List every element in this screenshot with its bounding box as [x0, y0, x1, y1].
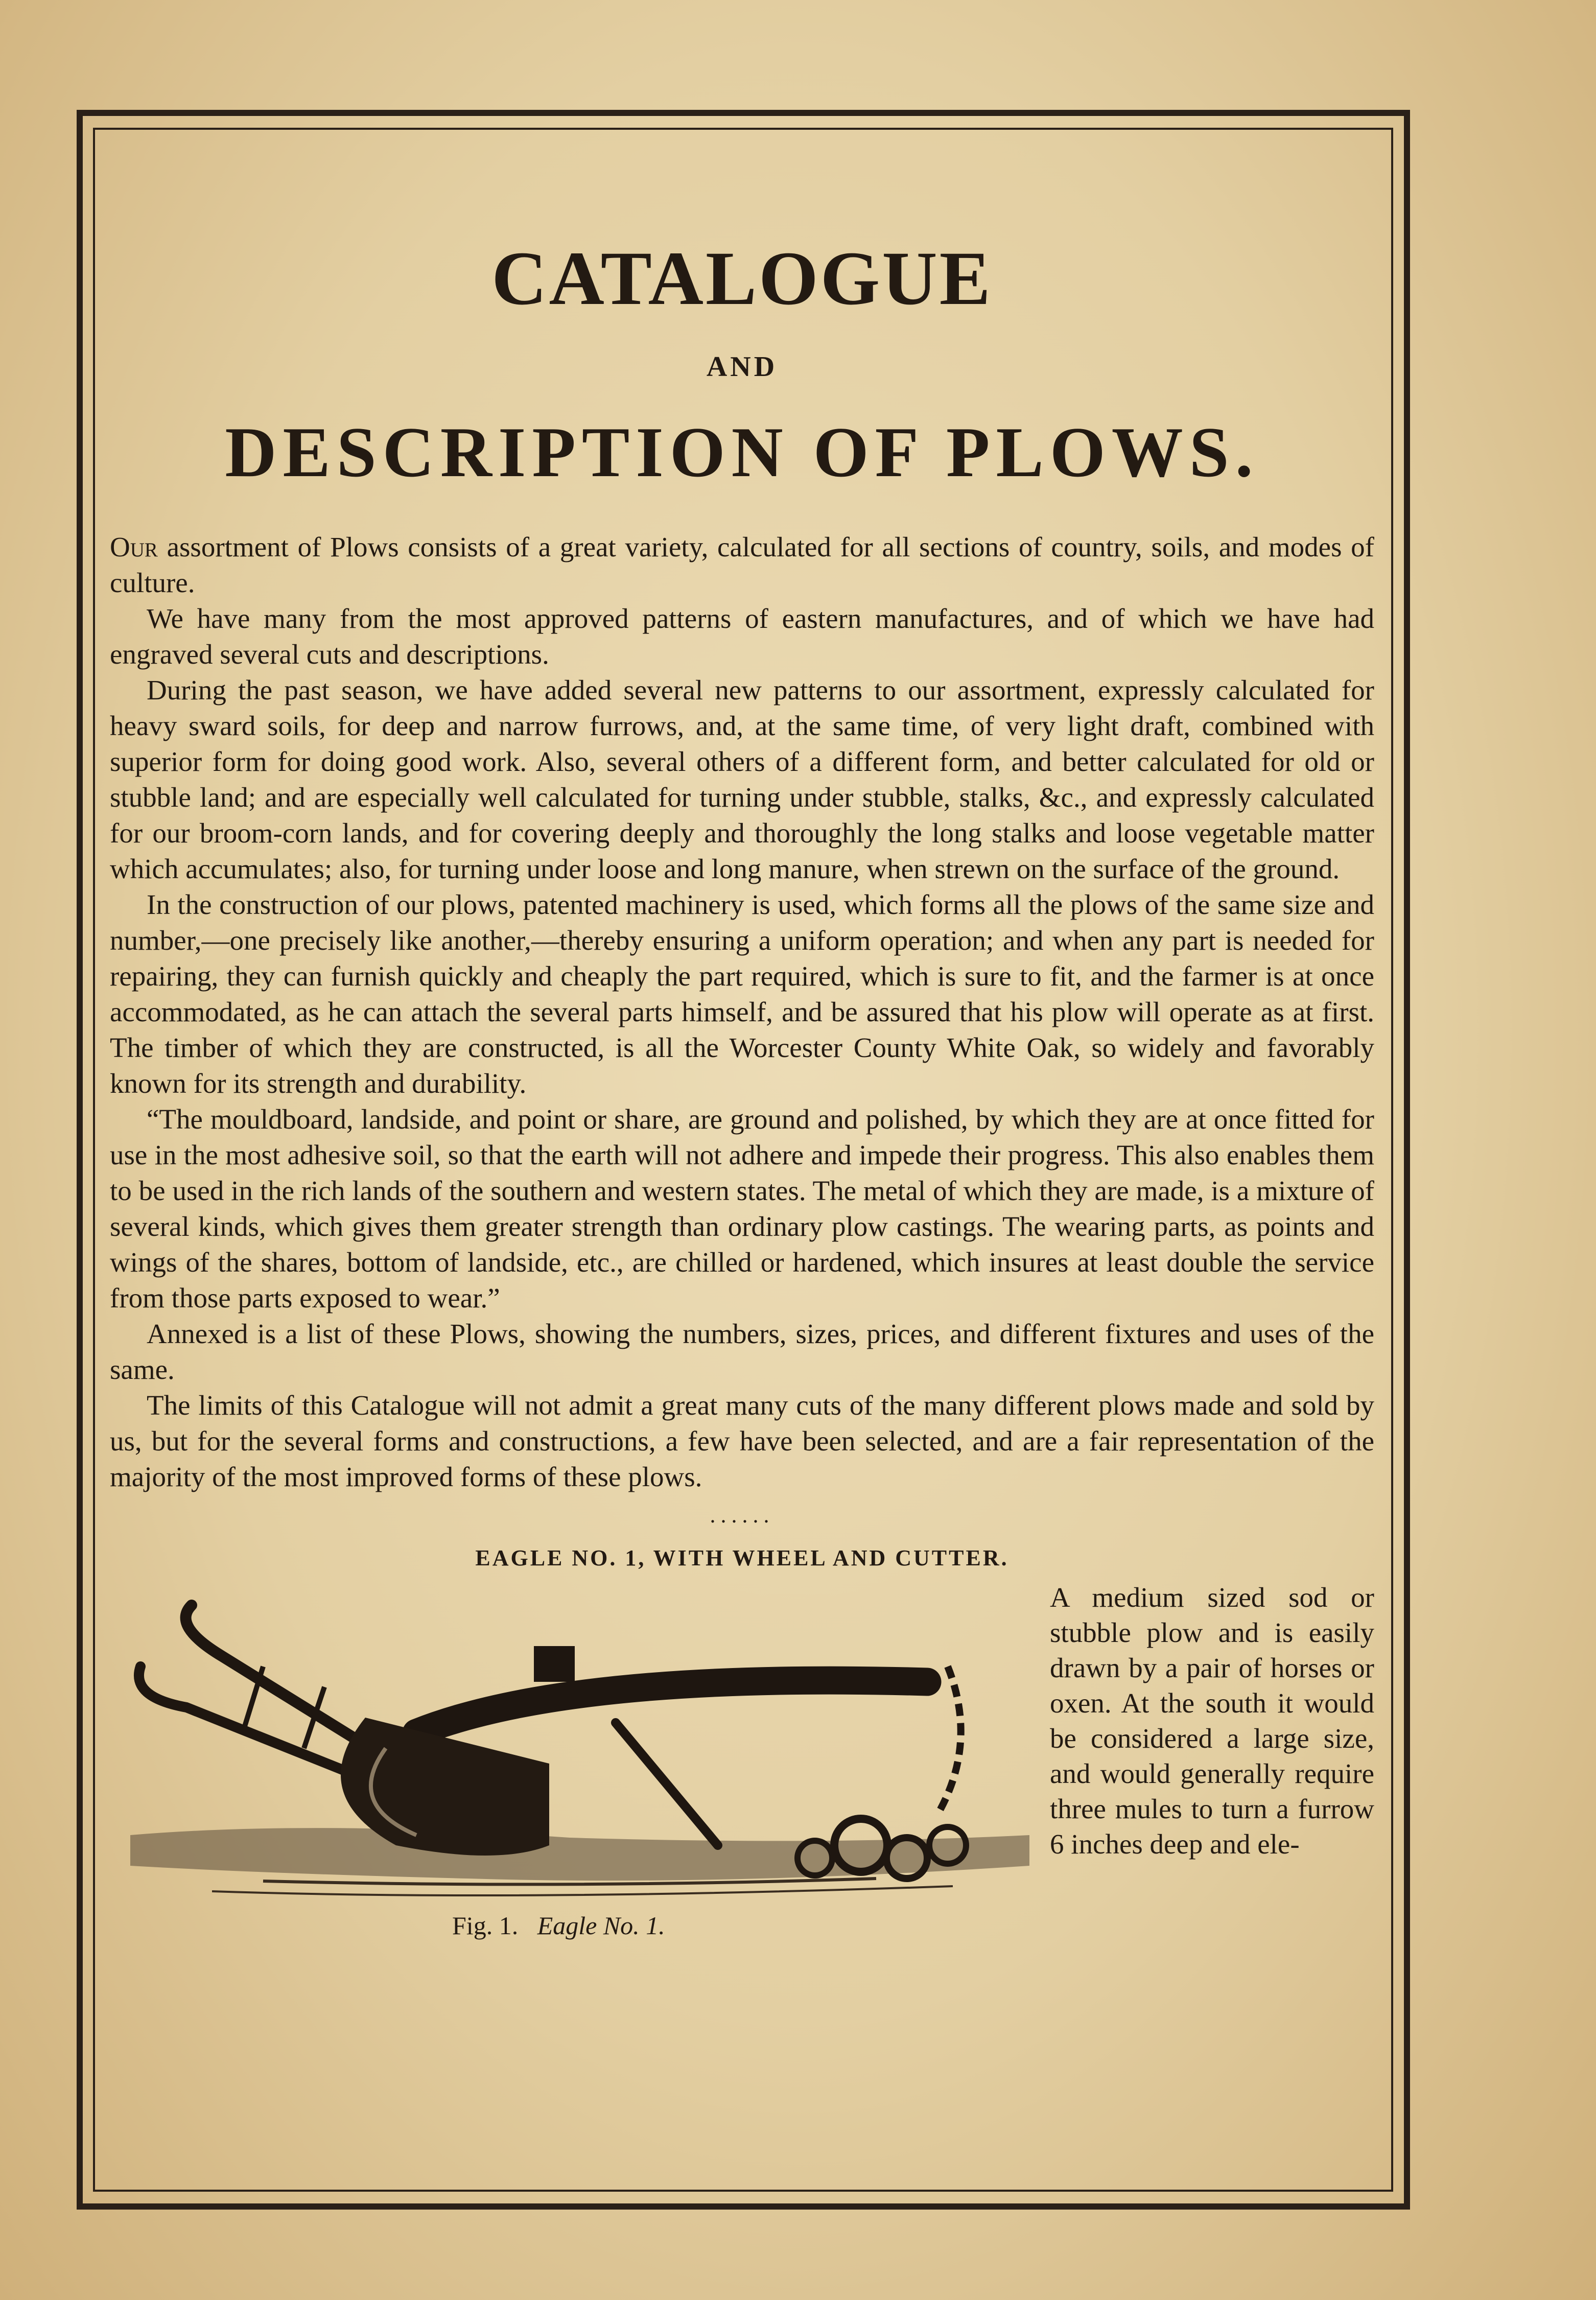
figure-row [110, 1580, 1374, 1947]
paragraph: Annexed is a list of these Plows, showing the numbers, sizes, prices, and different fixtures and uses of the same. [110, 1318, 1374, 1385]
paragraph: The limits of this Catalogue will not admit a great many cuts of the many different plows made and sold by us, but for the several forms and constructions, a few have been selected, and are a fair representation of the majority of the most improved forms of these plows. [110, 1390, 1374, 1492]
section-description: A medium sized sod or stubble plow and is easily drawn by a pair of horses or oxen. At the south it would be considered a large size, and would generally require three mules to turn a furrow 6 inches deep and ele- [1050, 1582, 1374, 1860]
figure-name: Eagle No. 1. [537, 1911, 665, 1940]
page-title: CATALOGUE [491, 236, 993, 321]
page-subtitle: DESCRIPTION OF PLOWS. [225, 413, 1259, 492]
intro-first-word: Our [110, 531, 158, 562]
paragraph: During the past season, we have added several new patterns to our assortment, expressly calculated for heavy sward soils, for deep and narrow furrows, and, at the same time, of very light draft, combined with superior form for doing good work. Also, several others of a different form, and better calculated for old or stubble land; and are especially well calculated for turning under stubble, stalks, &c., and expressly calculated for our broom-corn lands, and for covering deeply and thoroughly the long stalks and loose vegetable matter which accumulates; also, for turning under loose and long manure, when strewn on the surface of the ground. [110, 674, 1374, 884]
paragraph: We have many from the most approved patterns of eastern manufactures, and of which we have had engraved several cuts and descriptions. [110, 603, 1374, 670]
section-heading: EAGLE NO. 1, WITH WHEEL AND CUTTER. [475, 1545, 1009, 1570]
body-text [110, 529, 1374, 1495]
page-content [110, 236, 1374, 1947]
plow-illustration [110, 1580, 1029, 1947]
paragraph: In the construction of our plows, patented machinery is used, which forms all the plows of the same size and number,—one precisely like another,—thereby ensuring a uniform operation; and when any part is needed for repairing, they can furnish quickly and cheaply the part required, which is sure to fit, and the farmer is at once accommodated, as he can attach the several parts himself, and be assured that his plow will operate as at first. The timber of which they are constructed, is all the Worcester County White Oak, so widely and favorably known for its strength and durability. [110, 889, 1374, 1099]
paragraph: “The mouldboard, landside, and point or share, are ground and polished, by which they are at once fitted for use in the most adhesive soil, so that the earth will not adhere and impede their progress. This also enables them to be used in the rich lands of the southern and western states. The metal of which they are made, is a mixture of several kinds, which gives them greater strength than ordinary plow castings. The wearing parts, as points and wings of the shares, bottom of landside, etc., are chilled or hardened, which insures at least double the service from those parts exposed to wear.” [110, 1104, 1374, 1313]
intro-rest: assortment of Plows consists of a great variety, calculated for all sections of country, soils, and modes of culture. [110, 531, 1374, 598]
figure-caption [452, 1911, 665, 1940]
figure-label: Fig. 1. [452, 1911, 519, 1940]
separator-dots: ...... [710, 1503, 774, 1528]
title-conjunction: AND [706, 351, 778, 383]
intro-paragraph [110, 529, 1374, 601]
